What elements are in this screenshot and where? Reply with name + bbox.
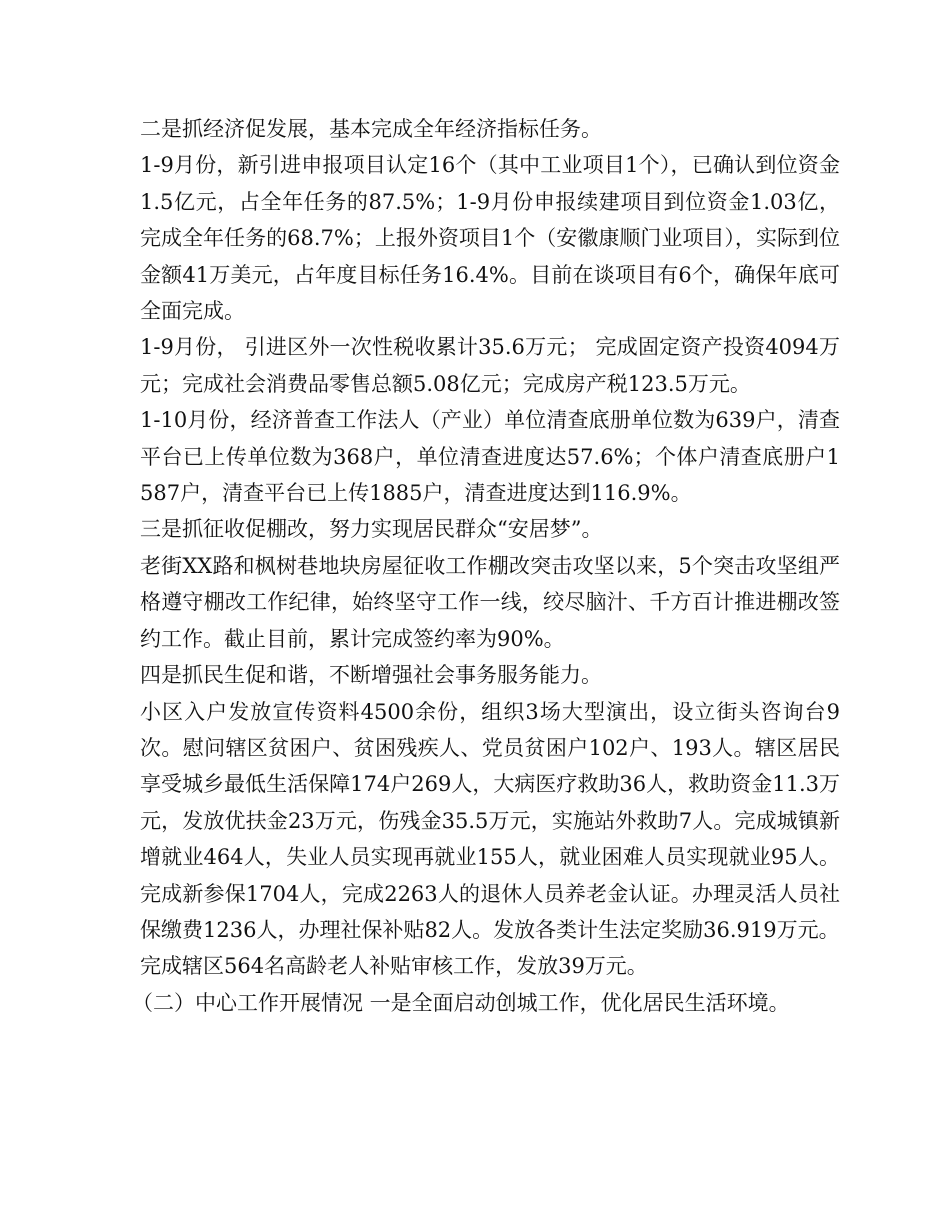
paragraph-5: 三是抓征收促棚改，努力实现居民群众“安居梦”。	[140, 517, 603, 542]
paragraph-1: 二是抓经济促发展，基本完成全年经济指标任务。	[140, 117, 602, 141]
paragraph-7: 四是抓民生促和谐，不断增强社会事务服务能力。	[140, 663, 602, 688]
paragraph-2: 1-9月份，新引进申报项目认定16个（其中工业项目1个），已确认到位资金1.5亿元，占全年任务的87.5%；1-9月份申报续建项目到位资金1.03亿，完成全年任务的68.7%；上报外资项目1个（安徽康顺门业项目），实际到位金额41万美元，占年度目标任务16.4%。目前在谈项目有6个，确保年底可全面完成。	[140, 153, 840, 324]
paragraph-8: 小区入户发放宣传资料4500余份，组织3场大型演出，设立街头咨询台9次。慰问辖区贫困户、贫困残疾人、党员贫困户102户、193人。辖区居民享受城乡最低生活保障174户269人，大病医疗救助36人，救助资金11.3万元，发放优扶金23万元，伤残金35.5万元，实施站外救助7人。完成城镇新增就业464人，失业人员实现再就业155人，就业困难人员实现就业95人。完成新参保1704人，完成2263人的退休人员养老金认证。办理灵活人员社保缴费1236人，办理社保补贴82人。发放各类计生法定奖励36.919万元。	[140, 699, 840, 942]
paragraph-3: 1-9月份， 引进区外一次性税收累计35.6万元； 完成固定资产投资4094万元；完成社会消费品零售总额5.08亿元；完成房产税123.5万元。	[140, 335, 840, 396]
paragraph-9: 完成辖区564名高龄老人补贴审核工作，发放39万元。	[140, 954, 648, 979]
paragraph-10: （二）中心工作开展情况 一是全面启动创城工作，优化居民生活环境。	[132, 990, 790, 1015]
document-body	[132, 111, 840, 1021]
paragraph-6: 老街XX路和枫树巷地块房屋征收工作棚改突击攻坚以来，5个突击攻坚组严格遵守棚改工作纪律，始终坚守工作一线，绞尽脑汁、千方百计推进棚改签约工作。截止目前，累计完成签约率为90%。	[140, 553, 840, 651]
paragraph-4: 1-10月份，经济普查工作法人（产业）单位清查底册单位数为639户，清查平台已上传单位数为368户，单位清查进度达57.6%；个体户清查底册户1587户，清查平台已上传1885户，清查进度达到116.9%。	[140, 408, 840, 506]
